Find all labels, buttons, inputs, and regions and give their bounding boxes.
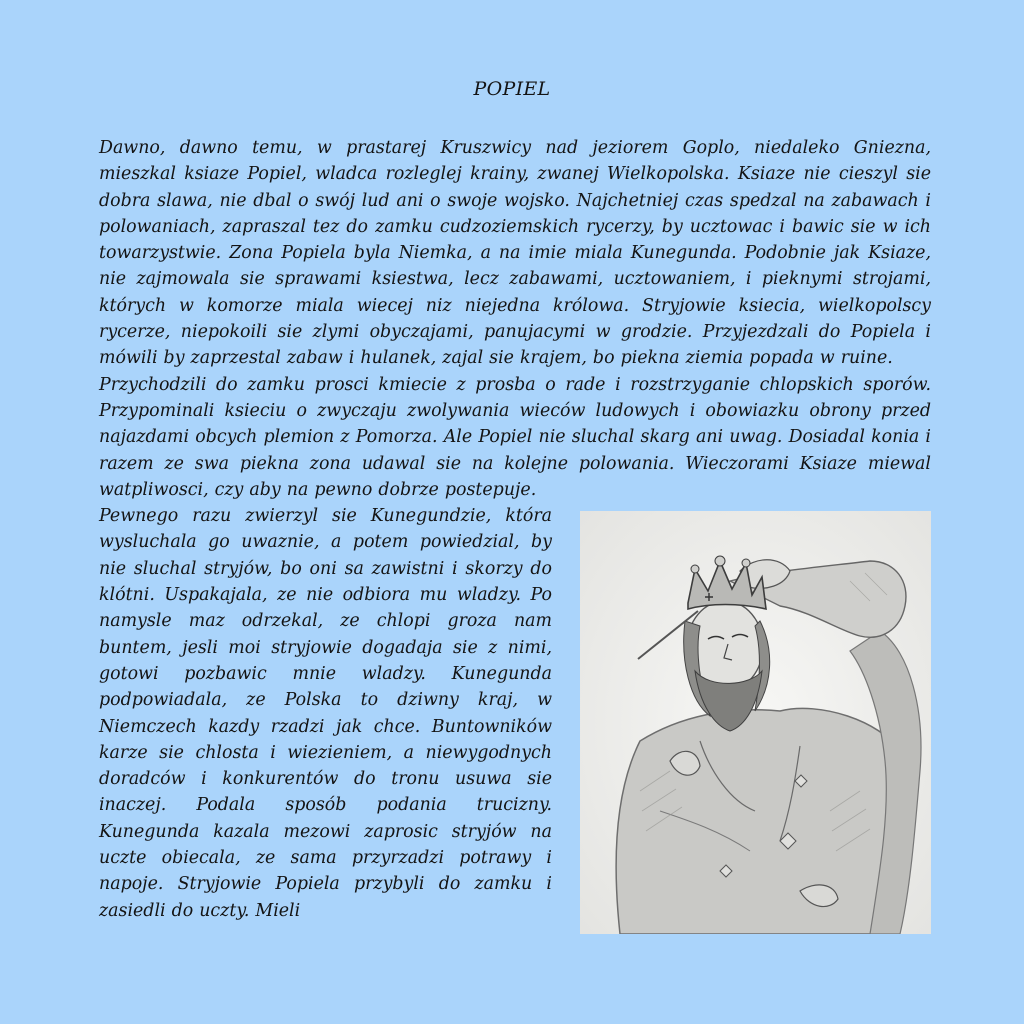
paragraph-2: Przychodzili do zamku prosci kmiecie z prosba o rade i rozstrzyganie chlopskich sporów. Przypominali ksieciu o zwyczaju zwolywania wieców ludowych i obowiazku obrony przed najazdami obcych plemion z Pomorza. Ale Popiel nie sluchal skarg ani uwag. Dosiadal konia i razem ze swa piekna zona udawal sie na kolejne polowania. Wieczorami Ksiaze miewal watpliwosci, czy aby na pewno dobrze postepuje. [99,374,931,500]
pencil-drawing-of-king [580,511,931,934]
popiel-illustration [580,511,931,934]
paragraph-3: Pewnego razu zwierzyl sie Kunegundzie, która wysluchala go uwaznie, a potem powiedzial, by nie sluchal stryjów, bo oni sa zawistni i skorzy do klótni. Uspakajala, ze nie odbiora mu wladzy. Po namysle maz odrzekal, ze chlopi groza nam buntem, jesli moi stryjowie dogadaja sie z nimi, gotowi pozbawic mnie wladzy. Kunegunda podpowiadala, ze Polska to dziwny kraj, w Niemczech kazdy rzadzi jak chce. Buntowników karze sie chlosta i wiezieniem, a niewygodnych doradców i konkurentów do tronu usuwa sie inaczej. Podala sposób podania trucizny. Kunegunda kazala mezowi zaprosic stryjów na uczte obiecala, ze sama przyrzadzi potrawy i napoje. Stryjowie Popiela przybyli do zamku i zasiedli do uczty. Mieli [99,506,552,921]
paragraph-1: Dawno, dawno temu, w prastarej Kruszwicy nad jeziorem Goplo, niedaleko Gniezna, mieszkal ksiaze Popiel, wladca rozleglej krainy, zwanej Wielkopolska. Ksiaze nie cieszyl sie dobra slawa, nie dbal o swój lud ani o swoje wojsko. Najchetniej czas spedzal na zabawach i polowaniach, zapraszal tez do zamku cudzoziemskich rycerzy, by ucztowac i bawic sie w ich towarzystwie. Zona Popiela byla Niemka, a na imie miala Kunegunda. Podobnie jak Ksiaze, nie zajmowala sie sprawami ksiestwa, lecz zabawami, ucztowaniem, i pieknymi strojami, których w komorze miala wiecej niz niejedna królowa. Stryjowie ksiecia, wielkopolscy rycerze, niepokoili sie zlymi obyczajami, panujacymi w grodzie. Przyjezdzali do Popiela i mówili by zaprzestal zabaw i hulanek, zajal sie krajem, bo piekna ziemia popada w ruine. [99,138,931,369]
story-text [99,135,931,934]
page-title: POPIEL [473,78,551,100]
